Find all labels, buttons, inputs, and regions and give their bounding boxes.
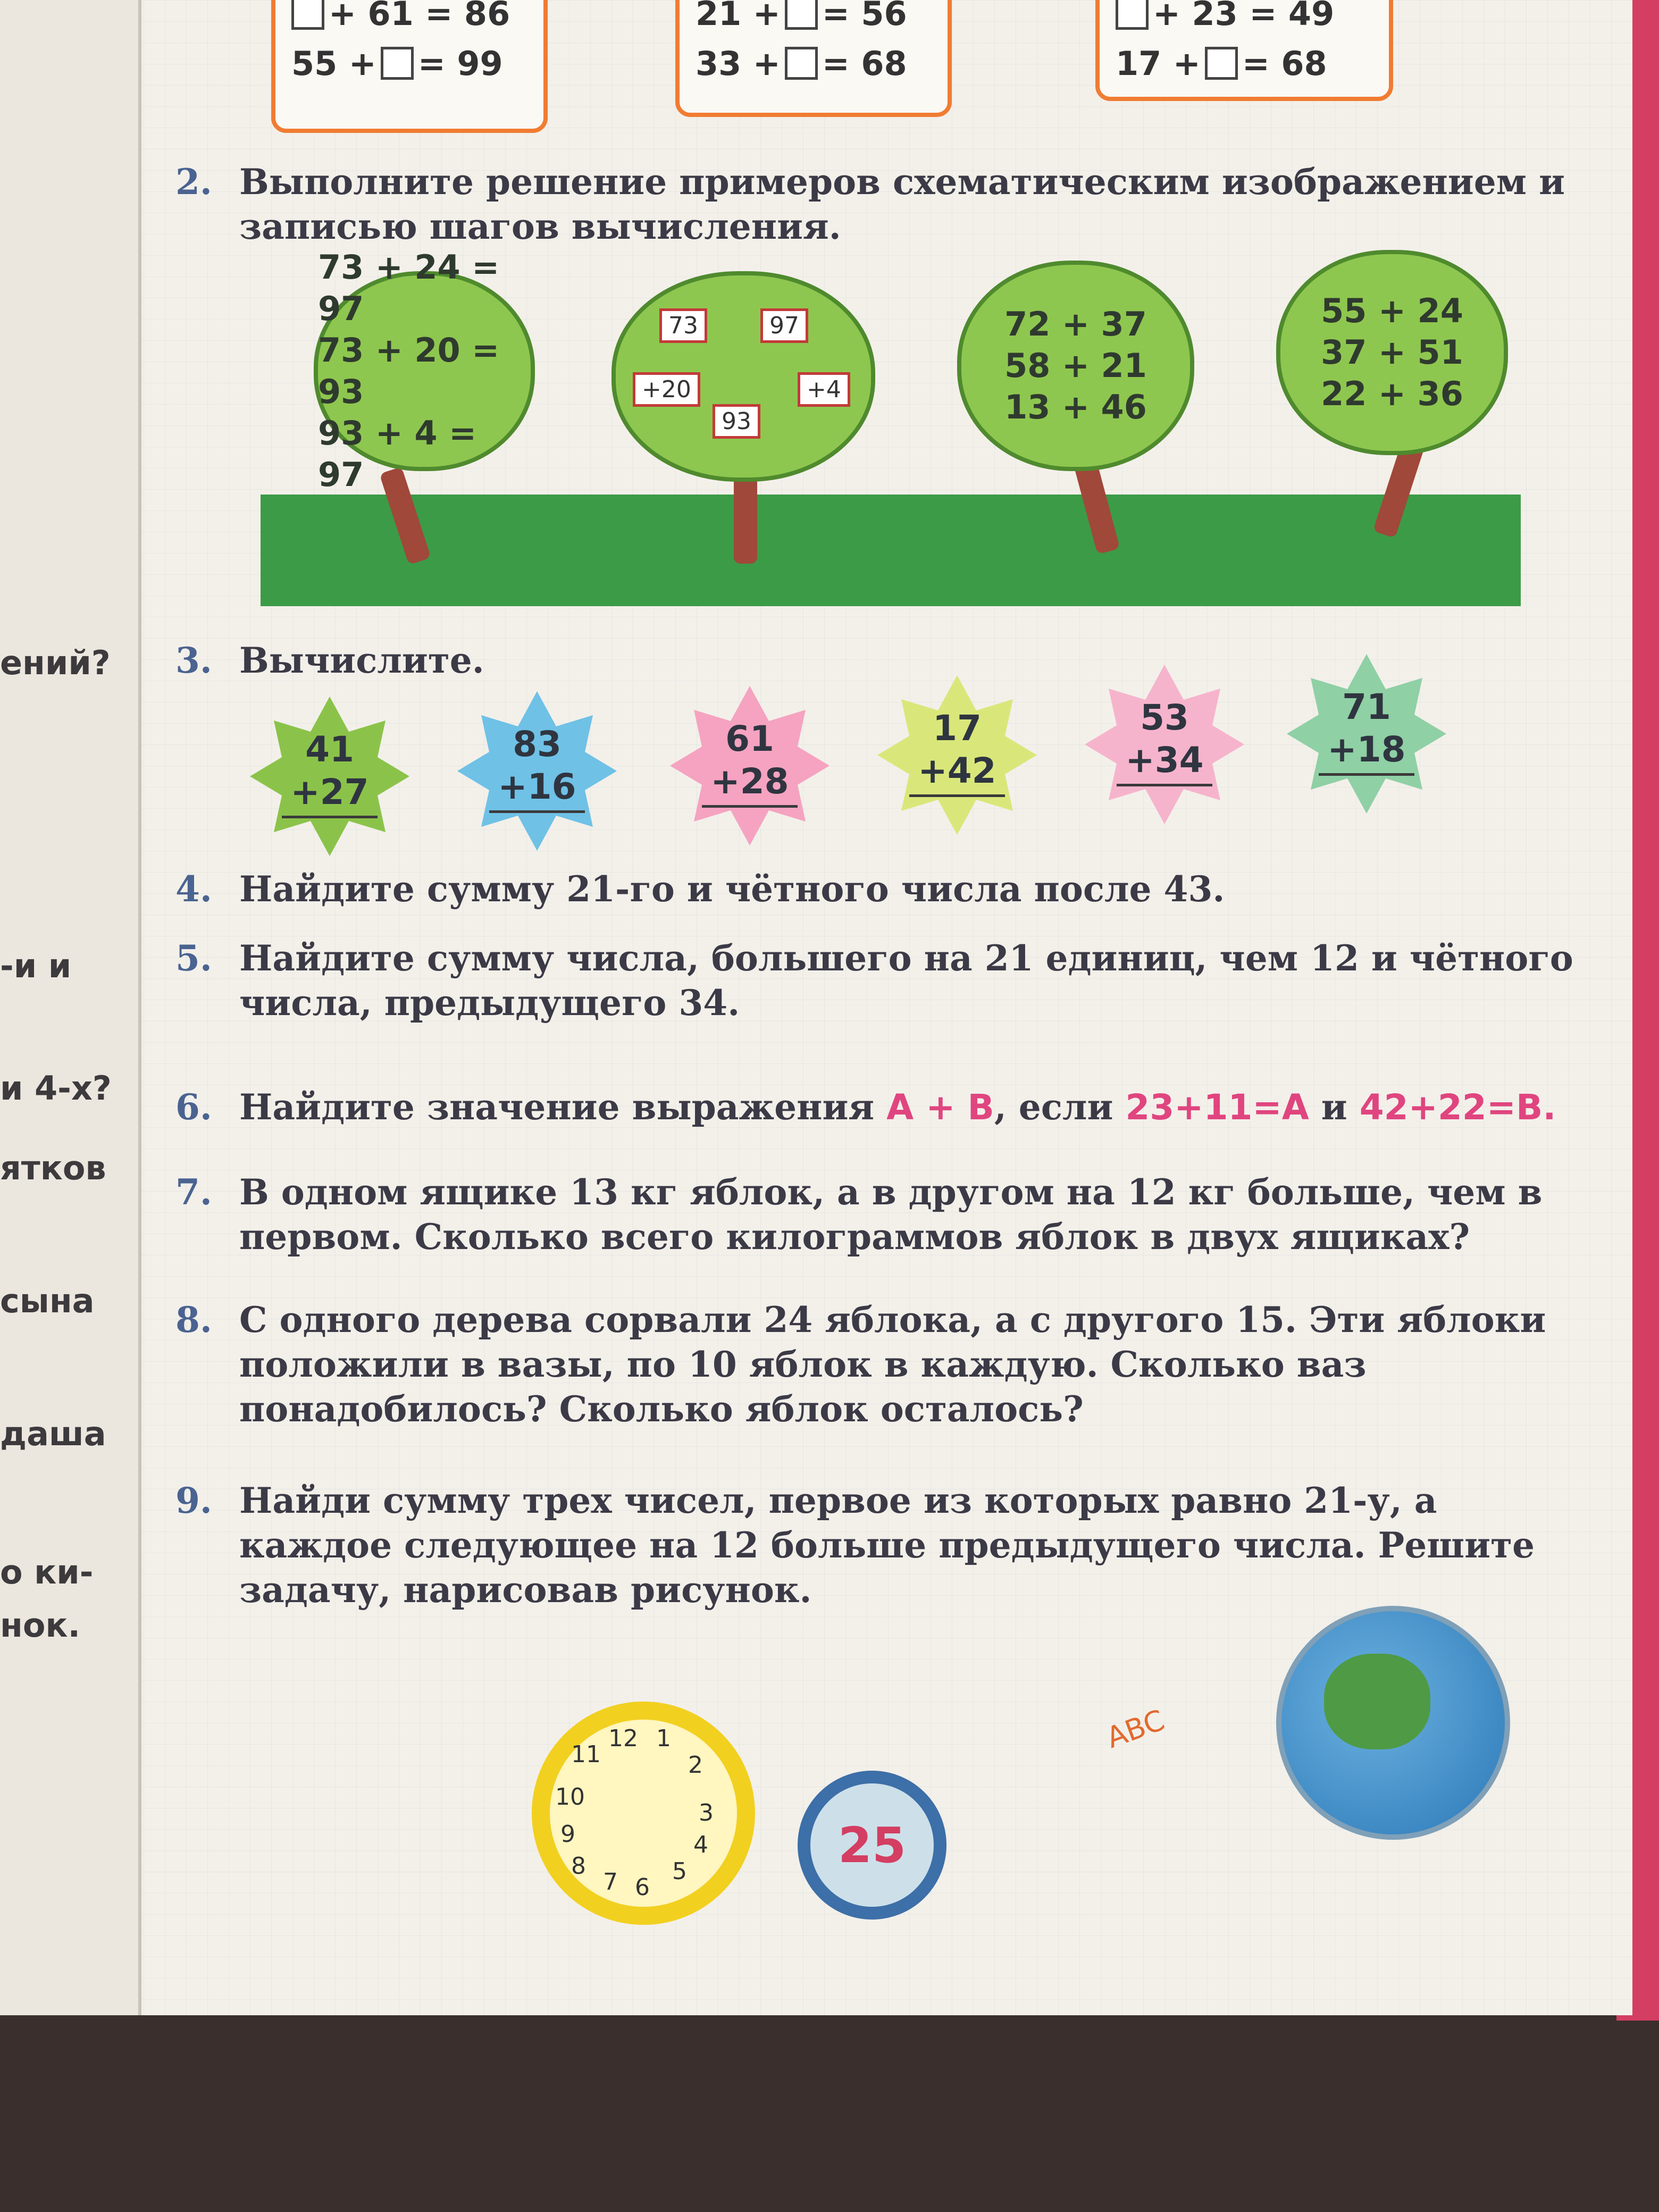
clock-number: 3 [699, 1799, 714, 1826]
clock-number: 11 [571, 1741, 601, 1768]
sum-line [1117, 784, 1212, 786]
schema-box: +4 [798, 372, 850, 407]
tree-expression: 73 + 20 = 93 [318, 331, 500, 411]
addend-top: 17 [933, 708, 982, 749]
equation-text: 17 + [1116, 44, 1201, 83]
flower-example [1085, 697, 1244, 786]
tree-crown [957, 261, 1194, 471]
task-text: Найдите сумму числа, большего на 21 единиц, чем 12 и чётного числа, предыдущего 34. [239, 937, 1573, 1024]
equation-text: + 23 = 49 [1153, 0, 1335, 33]
flower-example [250, 728, 409, 818]
clock-number: 12 [608, 1725, 638, 1752]
prev-page-fragment: и 4-х? [0, 1069, 112, 1108]
blank-square [785, 47, 818, 80]
blank-square [1116, 0, 1149, 30]
addend-top: 41 [305, 729, 354, 770]
prev-page-fragment: сына [0, 1281, 95, 1320]
sum-line [909, 794, 1005, 797]
addend-bottom: +28 [710, 761, 789, 802]
tree-expression: 22 + 36 [1321, 374, 1463, 413]
flower-example [457, 723, 617, 813]
expression-highlight: A + B [886, 1087, 994, 1128]
tree-expression: 58 + 21 [1004, 346, 1147, 385]
flower-example [670, 718, 830, 808]
schema-box: +20 [633, 372, 700, 407]
grass-strip [261, 495, 1521, 606]
task-text-part: Найдите значение выражения [239, 1086, 875, 1128]
flower-example [1287, 686, 1446, 776]
task-text: Вычислите. [239, 640, 484, 681]
prev-page-fragment: даша [0, 1414, 106, 1453]
tree-trunk [734, 468, 757, 564]
prev-page-fragment: о ки- [0, 1553, 94, 1591]
equation-text: 21 + [696, 0, 781, 33]
clock-number: 5 [672, 1858, 687, 1885]
sum-line [1319, 773, 1414, 776]
equation-text: + 61 = 86 [329, 0, 510, 33]
sum-line [702, 805, 798, 808]
task-text-part: , если [994, 1086, 1113, 1128]
task-text: В одном ящике 13 кг яблок, а в другом на 12 кг больше, чем в первом. Сколько всего килограммов яблок в двух ящиках? [239, 1171, 1543, 1258]
tree-expression: 55 + 24 [1321, 291, 1463, 330]
prev-page-fragment: ятков [0, 1149, 106, 1187]
task-text-part: и [1321, 1086, 1347, 1128]
task-text: Выполните решение примеров схематическим изображением и записью шагов вычисления. [239, 161, 1565, 247]
schema-box: 93 [713, 404, 760, 439]
task-text-part: . [1543, 1087, 1556, 1128]
globe-land [1324, 1654, 1430, 1749]
task-6 [175, 1085, 1579, 1130]
addend-top: 71 [1342, 686, 1391, 727]
previous-page-edge [0, 0, 141, 2015]
equation-text: = 99 [417, 44, 503, 83]
task-text: С одного дерева сорвали 24 яблока, а с другого 15. Эти яблоки положили в вазы, по 10 яблок в каждую. Сколько ваз понадобилось? Сколько яблок осталось? [239, 1299, 1546, 1430]
tree-crown [1276, 250, 1508, 455]
clock-number: 2 [688, 1752, 703, 1779]
page-number: 25 [798, 1771, 946, 1920]
addend-top: 61 [725, 718, 774, 759]
addend-bottom: +42 [918, 750, 996, 791]
equation-text: = 68 [1242, 44, 1327, 83]
addend-bottom: +27 [290, 772, 369, 812]
schema-box: 73 [659, 308, 707, 343]
equation-text: = 68 [822, 44, 907, 83]
blank-square [1205, 47, 1238, 80]
clock-number: 9 [560, 1821, 575, 1848]
equation-highlight: 23+11=A [1125, 1087, 1309, 1128]
blank-square [381, 47, 414, 80]
tree-crown [314, 248, 535, 494]
addend-top: 53 [1140, 697, 1189, 738]
prev-page-fragment: нок. [0, 1606, 81, 1645]
flower-example [877, 707, 1037, 797]
task-text [239, 1085, 1579, 1130]
sum-line [489, 810, 585, 813]
clock-number: 4 [693, 1831, 708, 1858]
blank-square [291, 0, 324, 30]
task-number: 2. [175, 161, 212, 203]
task-text: Найди сумму трех чисел, первое из которых равно 21-у, а каждое следующее на 12 больше предыдущего числа. Решите задачу, нарисовав рисунок. [239, 1480, 1535, 1611]
task-number: 3. [175, 640, 212, 681]
task-number: 7. [175, 1171, 212, 1213]
task-7 [175, 1170, 1579, 1259]
task-number: 9. [175, 1480, 212, 1521]
addend-bottom: +34 [1125, 740, 1204, 781]
prev-page-fragment: -и и [0, 946, 72, 985]
task-number: 4. [175, 868, 212, 910]
task-number: 8. [175, 1299, 212, 1340]
tree-expression: 72 + 37 [1004, 305, 1147, 343]
blank-square [785, 0, 818, 30]
equation-text: 55 + [291, 44, 376, 83]
clock-number: 8 [571, 1853, 586, 1880]
task-5 [175, 936, 1579, 1025]
equation-highlight: 42+22=B [1359, 1087, 1543, 1128]
exercise-box [675, 0, 952, 117]
task-number: 5. [175, 937, 212, 979]
schema-box: 97 [760, 308, 808, 343]
tree-expression: 13 + 46 [1004, 388, 1147, 426]
task-9 [175, 1478, 1579, 1612]
exercise-box [271, 0, 548, 133]
clock-number: 7 [603, 1869, 618, 1896]
equation-text: 33 + [696, 44, 781, 83]
clock-number: 10 [555, 1783, 585, 1811]
equation-text: = 56 [822, 0, 907, 33]
addend-bottom: +16 [498, 766, 576, 807]
clock-number: 1 [656, 1725, 671, 1752]
task-4 [175, 867, 1579, 911]
prev-page-fragment: ений? [0, 643, 111, 682]
tree-expression: 73 + 24 = 97 [318, 248, 500, 328]
task-8 [175, 1297, 1579, 1431]
exercise-box [1095, 0, 1393, 101]
addend-top: 83 [513, 724, 562, 765]
abc-label: ABC [1102, 1703, 1169, 1755]
task-text: Найдите сумму 21-го и чётного числа после 43. [239, 868, 1225, 910]
addend-bottom: +18 [1327, 729, 1406, 770]
clock-illustration [532, 1702, 755, 1925]
clock-number: 6 [635, 1874, 650, 1901]
tree-expression: 37 + 51 [1321, 333, 1463, 372]
task-2 [175, 160, 1579, 249]
sum-line [282, 816, 378, 818]
tree-expression: 93 + 4 = 97 [318, 414, 477, 494]
task-number: 6. [175, 1086, 212, 1128]
